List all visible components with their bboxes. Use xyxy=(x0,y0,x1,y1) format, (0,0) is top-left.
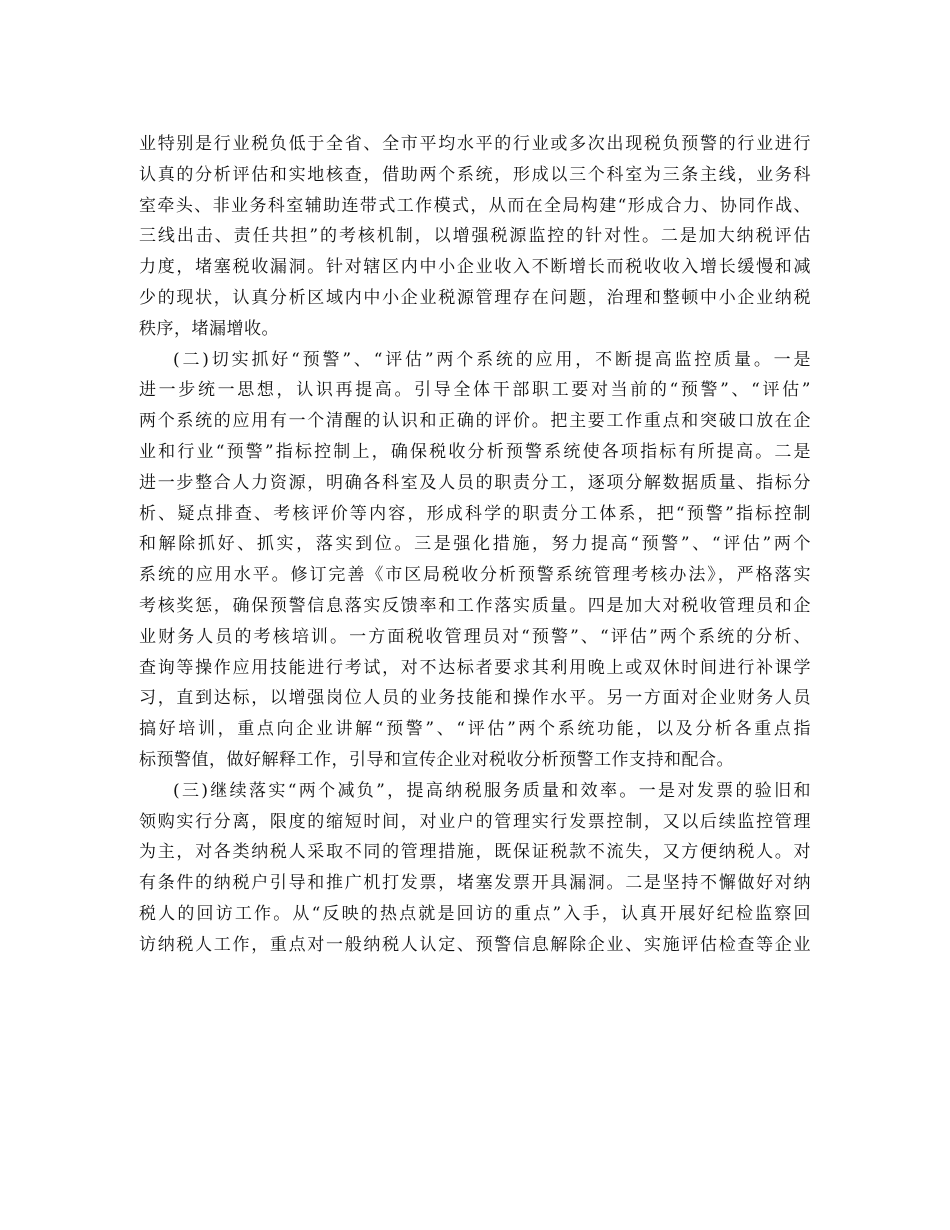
text-line: 访纳税人工作，重点对一般纳税人认定、预警信息解除企业、实施评估检查等企业 xyxy=(139,934,811,955)
text-line: 力度，堵塞税收漏洞。针对辖区内中小企业收入不断增长而税收收入增长缓慢和减 xyxy=(139,257,811,278)
text-line: 查询等操作应用技能进行考试，对不达标者要求其利用晚上或双休时间进行补课学 xyxy=(139,657,811,678)
text-line: 三线出击、责任共担”的考核机制，以增强税源监控的针对性。二是加大纳税评估 xyxy=(139,226,811,247)
text-line: 业财务人员的考核培训。一方面税收管理员对“预警”、“评估”两个系统的分析、 xyxy=(139,626,811,647)
text-line: 领购实行分离，限度的缩短时间，对业户的管理实行发票控制，又以后续监控管理 xyxy=(139,811,811,832)
text-line: 析、疑点排查、考核评价等内容，形成科学的职责分工体系，把“预警”指标控制 xyxy=(139,503,811,524)
text-line: 标预警值，做好解释工作，引导和宣传企业对税收分析预警工作支持和配合。 xyxy=(139,749,734,770)
text-line: 认真的分析评估和实地核查，借助两个系统，形成以三个科室为三条主线，业务科 xyxy=(139,164,811,185)
text-line: 和解除抓好、抓实，落实到位。三是强化措施，努力提高“预警”、“评估”两个 xyxy=(139,534,811,555)
text-line: 进一步统一思想，认识再提高。引导全体干部职工要对当前的“预警”、“评估” xyxy=(139,380,811,401)
text-line: 业特别是行业税负低于全省、全市平均水平的行业或多次出现税负预警的行业进行 xyxy=(139,134,811,154)
paragraph-3 xyxy=(139,776,811,961)
body-text xyxy=(139,129,811,961)
text-line: (三)继续落实“两个减负”，提高纳税服务质量和效率。一是对发票的验旧和 xyxy=(173,780,811,801)
text-line: 室牵头、非业务科室辅助连带式工作模式，从而在全局构建“形成合力、协同作战、 xyxy=(139,195,811,216)
text-line: 系统的应用水平。修订完善《市区局税收分析预警系统管理考核办法》，严格落实 xyxy=(139,565,811,586)
text-line: 少的现状，认真分析区域内中小企业税源管理存在问题，治理和整顿中小企业纳税 xyxy=(139,287,811,308)
text-line: 搞好培训，重点向企业讲解“预警”、“评估”两个系统功能，以及分析各重点指 xyxy=(139,719,811,740)
text-line: 进一步整合人力资源，明确各科室及人员的职责分工，逐项分解数据质量、指标分 xyxy=(139,472,811,493)
text-line: 习，直到达标，以增强岗位人员的业务技能和操作水平。另一方面对企业财务人员 xyxy=(139,688,811,709)
text-line: 秩序，堵漏增收。 xyxy=(139,318,279,339)
text-line: (二)切实抓好“预警”、“评估”两个系统的应用，不断提高监控质量。一是 xyxy=(173,349,811,370)
text-line: 税人的回访工作。从“反映的热点就是回访的重点”入手，认真开展好纪检监察回 xyxy=(139,903,811,924)
paragraph-2 xyxy=(139,345,811,776)
text-line: 考核奖惩，确保预警信息落实反馈率和工作落实质量。四是加大对税收管理员和企 xyxy=(139,595,811,616)
text-line: 业和行业“预警”指标控制上，确保税收分析预警系统使各项指标有所提高。二是 xyxy=(139,441,811,462)
paragraph-1 xyxy=(139,129,811,345)
text-line: 有条件的纳税户引导和推广机打发票，堵塞发票开具漏洞。二是坚持不懈做好对纳 xyxy=(139,873,811,894)
text-line: 为主，对各类纳税人采取不同的管理措施，既保证税款不流失，又方便纳税人。对 xyxy=(139,842,811,863)
text-line: 两个系统的应用有一个清醒的认识和正确的评价。把主要工作重点和突破口放在企 xyxy=(139,411,811,432)
